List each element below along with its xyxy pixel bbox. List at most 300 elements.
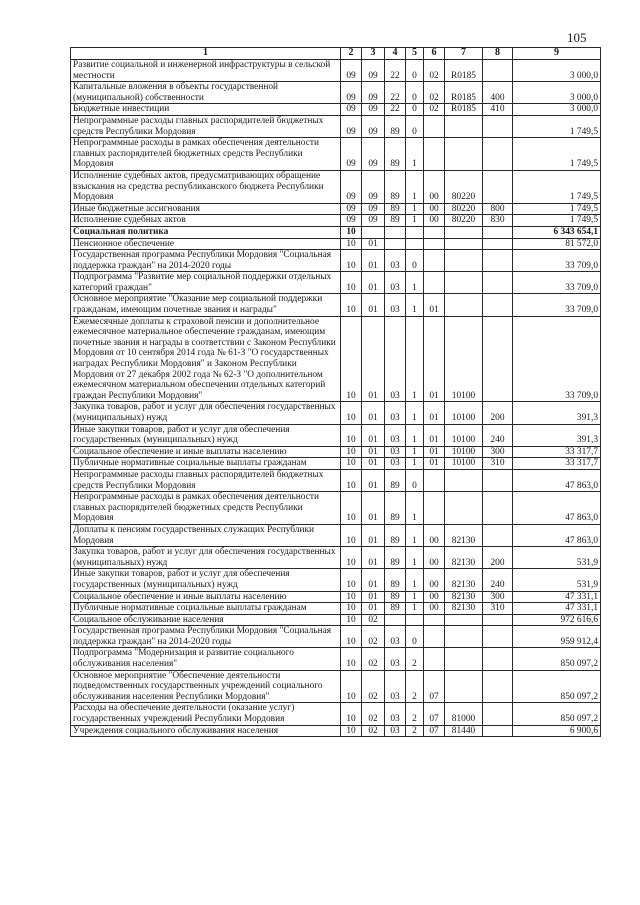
- code-subprogram: 0: [406, 82, 424, 104]
- code-activity: [424, 626, 445, 648]
- code-direction: [445, 294, 483, 316]
- code-section: 10: [341, 725, 362, 737]
- code-section: 10: [341, 424, 362, 446]
- code-program: 03: [385, 294, 406, 316]
- code-expense-type: [483, 60, 513, 82]
- code-direction: [445, 115, 483, 137]
- code-activity: 00: [424, 547, 445, 569]
- code-expense-type: 310: [483, 458, 513, 470]
- row-name: Социальное обеспечение и иные выплаты населению: [71, 591, 341, 603]
- code-expense-type: [483, 226, 513, 238]
- table-row: [71, 402, 601, 424]
- code-direction: [445, 250, 483, 272]
- row-amount: 33 317,7: [513, 446, 601, 458]
- code-subprogram: [406, 238, 424, 250]
- code-direction: [445, 272, 483, 294]
- code-section: 10: [341, 648, 362, 670]
- header-col-5: 5: [406, 48, 424, 60]
- code-direction: 10100: [445, 316, 483, 402]
- code-subprogram: 1: [406, 591, 424, 603]
- code-activity: 01: [424, 446, 445, 458]
- table-row: [71, 458, 601, 470]
- code-program: [385, 614, 406, 626]
- row-name: Непрограммные расходы главных распорядителей бюджетных средств Республики Мордовия: [71, 115, 341, 137]
- code-activity: 00: [424, 591, 445, 603]
- code-subsection: 02: [362, 725, 385, 737]
- code-section: 10: [341, 316, 362, 402]
- row-amount: 972 616,6: [513, 614, 601, 626]
- code-activity: [424, 272, 445, 294]
- code-activity: 01: [424, 316, 445, 402]
- code-expense-type: 200: [483, 547, 513, 569]
- code-expense-type: [483, 703, 513, 725]
- code-subsection: 09: [362, 115, 385, 137]
- row-amount: 850 097,2: [513, 670, 601, 703]
- row-name: Иные закупки товаров, работ и услуг для обеспечения государственных (муниципальных) нужд: [71, 424, 341, 446]
- code-activity: 07: [424, 670, 445, 703]
- code-subsection: 01: [362, 469, 385, 491]
- code-expense-type: 800: [483, 203, 513, 215]
- code-direction: 10100: [445, 458, 483, 470]
- code-expense-type: [483, 725, 513, 737]
- row-amount: 1 749,5: [513, 203, 601, 215]
- code-activity: 01: [424, 294, 445, 316]
- code-activity: 01: [424, 402, 445, 424]
- table-row: [71, 725, 601, 737]
- code-direction: 82130: [445, 603, 483, 615]
- code-section: 09: [341, 60, 362, 82]
- code-expense-type: [483, 272, 513, 294]
- code-section: 10: [341, 458, 362, 470]
- code-direction: [445, 226, 483, 238]
- code-subprogram: 2: [406, 725, 424, 737]
- code-section: 10: [341, 469, 362, 491]
- code-direction: 82130: [445, 524, 483, 546]
- code-subprogram: 1: [406, 294, 424, 316]
- code-direction: 10100: [445, 446, 483, 458]
- code-program: 89: [385, 215, 406, 227]
- code-activity: 00: [424, 215, 445, 227]
- code-program: 22: [385, 104, 406, 116]
- code-expense-type: [483, 316, 513, 402]
- code-direction: 81000: [445, 703, 483, 725]
- table-row: [71, 524, 601, 546]
- code-subsection: 02: [362, 703, 385, 725]
- code-activity: [424, 469, 445, 491]
- code-expense-type: 200: [483, 402, 513, 424]
- row-name: Закупка товаров, работ и услуг для обеспечения государственных (муниципальных) нужд: [71, 547, 341, 569]
- code-activity: [424, 238, 445, 250]
- row-amount: 6 900,6: [513, 725, 601, 737]
- table-row: [71, 626, 601, 648]
- row-name: Основное мероприятие "Обеспечение деятельности подведомственных государственных учреждений социального обслуживания населения Республики Мордовия": [71, 670, 341, 703]
- code-expense-type: [483, 238, 513, 250]
- code-program: 89: [385, 603, 406, 615]
- table-row: [71, 603, 601, 615]
- row-name: Иные бюджетные ассигнования: [71, 203, 341, 215]
- table-body: [71, 60, 601, 737]
- code-subprogram: 1: [406, 547, 424, 569]
- row-name: Публичные нормативные социальные выплаты гражданам: [71, 603, 341, 615]
- table-row: [71, 316, 601, 402]
- code-section: 10: [341, 670, 362, 703]
- code-subprogram: 1: [406, 492, 424, 525]
- code-direction: R0185: [445, 82, 483, 104]
- row-name: Государственная программа Республики Мордовия "Социальная поддержка граждан" на 2014-2020 годы: [71, 250, 341, 272]
- row-name: Социальное обслуживание населения: [71, 614, 341, 626]
- table-row: [71, 203, 601, 215]
- code-subprogram: [406, 226, 424, 238]
- table-row: [71, 569, 601, 591]
- code-direction: [445, 238, 483, 250]
- code-activity: 07: [424, 725, 445, 737]
- row-amount: 6 343 654,1: [513, 226, 601, 238]
- table-row: [71, 170, 601, 203]
- code-expense-type: 400: [483, 82, 513, 104]
- table-row: [71, 670, 601, 703]
- code-program: 03: [385, 316, 406, 402]
- code-section: 09: [341, 203, 362, 215]
- code-subsection: 09: [362, 104, 385, 116]
- code-section: 10: [341, 524, 362, 546]
- table-row: [71, 238, 601, 250]
- row-name: Основное мероприятие "Оказание мер социальной поддержки гражданам, имеющим почетные звания и награды": [71, 294, 341, 316]
- code-subsection: [362, 226, 385, 238]
- code-program: 22: [385, 82, 406, 104]
- code-program: 89: [385, 492, 406, 525]
- code-direction: 80220: [445, 203, 483, 215]
- row-amount: 3 000,0: [513, 104, 601, 116]
- row-amount: 3 000,0: [513, 60, 601, 82]
- code-expense-type: [483, 648, 513, 670]
- code-subsection: 01: [362, 524, 385, 546]
- code-subprogram: 1: [406, 603, 424, 615]
- code-subsection: 01: [362, 446, 385, 458]
- header-col-1: 1: [71, 48, 341, 60]
- header-col-8: 8: [483, 48, 513, 60]
- table-row: [71, 272, 601, 294]
- code-section: 10: [341, 238, 362, 250]
- code-direction: 82130: [445, 591, 483, 603]
- row-amount: 47 863,0: [513, 469, 601, 491]
- code-program: 89: [385, 138, 406, 171]
- row-amount: 47 863,0: [513, 524, 601, 546]
- code-subprogram: 0: [406, 469, 424, 491]
- code-activity: [424, 138, 445, 171]
- code-activity: 07: [424, 703, 445, 725]
- code-subsection: 01: [362, 238, 385, 250]
- code-expense-type: 240: [483, 424, 513, 446]
- code-subsection: 09: [362, 60, 385, 82]
- code-direction: 10100: [445, 402, 483, 424]
- row-amount: 850 097,2: [513, 703, 601, 725]
- code-subsection: 09: [362, 203, 385, 215]
- row-amount: 1 749,5: [513, 138, 601, 171]
- header-col-3: 3: [362, 48, 385, 60]
- code-direction: [445, 492, 483, 525]
- code-section: 09: [341, 138, 362, 171]
- code-program: 89: [385, 115, 406, 137]
- table-row: [71, 547, 601, 569]
- code-program: 03: [385, 703, 406, 725]
- code-subprogram: 1: [406, 316, 424, 402]
- code-expense-type: 300: [483, 591, 513, 603]
- code-subsection: 09: [362, 215, 385, 227]
- table-row: [71, 250, 601, 272]
- code-expense-type: [483, 115, 513, 137]
- code-section: 10: [341, 569, 362, 591]
- code-subprogram: 1: [406, 402, 424, 424]
- table-row: [71, 424, 601, 446]
- code-activity: 02: [424, 104, 445, 116]
- row-name: Подпрограмма "Развитие мер социальной поддержки отдельных категорий граждан": [71, 272, 341, 294]
- row-amount: 391,3: [513, 402, 601, 424]
- code-activity: 01: [424, 424, 445, 446]
- code-section: 10: [341, 547, 362, 569]
- code-section: 10: [341, 614, 362, 626]
- code-expense-type: [483, 138, 513, 171]
- code-program: 89: [385, 203, 406, 215]
- code-subsection: 01: [362, 402, 385, 424]
- code-subsection: 09: [362, 82, 385, 104]
- row-name: Непрограммные расходы в рамках обеспечения деятельности главных распорядителей бюджетных средств Республики Мордовия: [71, 138, 341, 171]
- table-header-row: [71, 48, 601, 60]
- code-program: 22: [385, 60, 406, 82]
- code-direction: R0185: [445, 104, 483, 116]
- row-name: Исполнение судебных актов: [71, 215, 341, 227]
- code-activity: 02: [424, 60, 445, 82]
- code-subsection: 01: [362, 569, 385, 591]
- code-direction: [445, 648, 483, 670]
- row-name: Непрограммные расходы главных распорядителей бюджетных средств Республики Мордовия: [71, 469, 341, 491]
- row-name: Государственная программа Республики Мордовия "Социальная поддержка граждан" на 2014-2020 годы: [71, 626, 341, 648]
- code-program: 03: [385, 725, 406, 737]
- code-program: 03: [385, 272, 406, 294]
- code-activity: [424, 115, 445, 137]
- row-name: Капитальные вложения в объекты государственной (муниципальной) собственности: [71, 82, 341, 104]
- code-subprogram: 2: [406, 703, 424, 725]
- code-program: 03: [385, 648, 406, 670]
- table-row: [71, 215, 601, 227]
- code-subprogram: 1: [406, 215, 424, 227]
- code-expense-type: 410: [483, 104, 513, 116]
- code-expense-type: [483, 170, 513, 203]
- row-name: Подпрограмма "Модернизация и развитие социального обслуживания населения": [71, 648, 341, 670]
- row-name: Закупка товаров, работ и услуг для обеспечения государственных (муниципальных) нужд: [71, 402, 341, 424]
- code-direction: 80220: [445, 215, 483, 227]
- code-direction: [445, 138, 483, 171]
- page-number: 105: [567, 30, 587, 45]
- code-section: 10: [341, 294, 362, 316]
- code-subsection: 01: [362, 424, 385, 446]
- code-subprogram: 0: [406, 104, 424, 116]
- code-program: 89: [385, 547, 406, 569]
- row-name: Непрограммные расходы в рамках обеспечения деятельности главных распорядителей бюджетных средств Республики Мордовия: [71, 492, 341, 525]
- code-section: 10: [341, 402, 362, 424]
- table-row: [71, 591, 601, 603]
- row-name: Ежемесячные доплаты к страховой пенсии и дополнительное ежемесячное материальное обеспечение гражданам, имеющим почетные звания и награды в соответствии с Законом Республики Мордовия от 10 сентября 2014 года № 61-З "О государственных наградах Республики Мордовия" и Законом Республики Мордовия от 27 декабря 2002 года № 62-З "О дополнительном ежемесячном материальном обеспечении отдельных категорий граждан Республики Мордовия": [71, 316, 341, 402]
- row-name: Доплаты к пенсиям государственных служащих Республики Мордовия: [71, 524, 341, 546]
- table-row: [71, 115, 601, 137]
- code-subsection: 01: [362, 591, 385, 603]
- table-row: [71, 446, 601, 458]
- code-section: 10: [341, 703, 362, 725]
- header-col-7: 7: [445, 48, 483, 60]
- row-amount: 850 097,2: [513, 648, 601, 670]
- code-subprogram: 0: [406, 60, 424, 82]
- code-section: 10: [341, 591, 362, 603]
- code-subsection: 09: [362, 170, 385, 203]
- code-direction: 82130: [445, 547, 483, 569]
- code-subprogram: 0: [406, 115, 424, 137]
- row-amount: 33 709,0: [513, 294, 601, 316]
- code-expense-type: [483, 492, 513, 525]
- code-subprogram: 1: [406, 272, 424, 294]
- code-section: 09: [341, 215, 362, 227]
- code-direction: 81440: [445, 725, 483, 737]
- row-name: Учреждения социального обслуживания населения: [71, 725, 341, 737]
- header-col-6: 6: [424, 48, 445, 60]
- row-name: Публичные нормативные социальные выплаты гражданам: [71, 458, 341, 470]
- code-program: 03: [385, 402, 406, 424]
- code-program: [385, 226, 406, 238]
- header-col-4: 4: [385, 48, 406, 60]
- code-subsection: 02: [362, 648, 385, 670]
- code-section: 09: [341, 170, 362, 203]
- code-expense-type: 310: [483, 603, 513, 615]
- row-name: Расходы на обеспечение деятельности (оказание услуг) государственных учреждений Республики Мордовия: [71, 703, 341, 725]
- code-expense-type: [483, 670, 513, 703]
- code-subprogram: 1: [406, 138, 424, 171]
- row-amount: 1 749,5: [513, 170, 601, 203]
- code-expense-type: [483, 250, 513, 272]
- code-direction: 10100: [445, 424, 483, 446]
- code-expense-type: [483, 524, 513, 546]
- code-section: 10: [341, 446, 362, 458]
- code-activity: 00: [424, 170, 445, 203]
- code-expense-type: 830: [483, 215, 513, 227]
- code-subsection: 01: [362, 272, 385, 294]
- row-amount: 81 572,0: [513, 238, 601, 250]
- code-expense-type: 300: [483, 446, 513, 458]
- row-name: Бюджетные инвестиции: [71, 104, 341, 116]
- table-row: [71, 60, 601, 82]
- code-program: [385, 238, 406, 250]
- code-subsection: 01: [362, 250, 385, 272]
- row-name: Исполнение судебных актов, предусматривающих обращение взыскания на средства республиканского бюджета Республики Мордовия: [71, 170, 341, 203]
- table-row: [71, 138, 601, 171]
- code-expense-type: 240: [483, 569, 513, 591]
- code-subprogram: 2: [406, 670, 424, 703]
- code-direction: 82130: [445, 569, 483, 591]
- row-amount: 33 709,0: [513, 272, 601, 294]
- code-direction: [445, 614, 483, 626]
- code-subsection: 02: [362, 626, 385, 648]
- code-subsection: 01: [362, 603, 385, 615]
- table-row: [71, 469, 601, 491]
- code-direction: [445, 670, 483, 703]
- row-name: Социальная политика: [71, 226, 341, 238]
- code-activity: 01: [424, 458, 445, 470]
- code-subprogram: 1: [406, 524, 424, 546]
- code-section: 10: [341, 492, 362, 525]
- row-amount: 959 912,4: [513, 626, 601, 648]
- code-subsection: 01: [362, 294, 385, 316]
- code-subprogram: 1: [406, 446, 424, 458]
- code-subprogram: 1: [406, 170, 424, 203]
- code-direction: R0185: [445, 60, 483, 82]
- code-subprogram: 1: [406, 424, 424, 446]
- table-row: [71, 648, 601, 670]
- code-section: 09: [341, 115, 362, 137]
- code-subprogram: 1: [406, 203, 424, 215]
- code-section: 09: [341, 82, 362, 104]
- row-amount: 33 709,0: [513, 250, 601, 272]
- code-subprogram: 2: [406, 648, 424, 670]
- code-subsection: 09: [362, 138, 385, 171]
- row-amount: 47 331,1: [513, 603, 601, 615]
- code-program: 03: [385, 446, 406, 458]
- code-section: 10: [341, 603, 362, 615]
- code-program: 03: [385, 424, 406, 446]
- row-amount: 33 317,7: [513, 458, 601, 470]
- code-subsection: 01: [362, 458, 385, 470]
- row-amount: 1 749,5: [513, 115, 601, 137]
- code-program: 89: [385, 170, 406, 203]
- code-subprogram: [406, 614, 424, 626]
- row-name: Социальное обеспечение и иные выплаты населению: [71, 446, 341, 458]
- code-expense-type: [483, 469, 513, 491]
- table-row: [71, 82, 601, 104]
- code-expense-type: [483, 614, 513, 626]
- code-program: 03: [385, 458, 406, 470]
- code-subsection: 01: [362, 316, 385, 402]
- code-subsection: 01: [362, 492, 385, 525]
- code-program: 89: [385, 524, 406, 546]
- header-col-2: 2: [341, 48, 362, 60]
- code-program: 03: [385, 626, 406, 648]
- code-activity: [424, 250, 445, 272]
- code-subsection: 01: [362, 547, 385, 569]
- row-amount: 531,9: [513, 547, 601, 569]
- row-amount: 3 000,0: [513, 82, 601, 104]
- code-program: 03: [385, 250, 406, 272]
- code-section: 10: [341, 226, 362, 238]
- table-row: [71, 614, 601, 626]
- code-program: 89: [385, 591, 406, 603]
- code-direction: [445, 469, 483, 491]
- code-subprogram: 1: [406, 458, 424, 470]
- code-activity: [424, 492, 445, 525]
- code-direction: [445, 626, 483, 648]
- code-expense-type: [483, 294, 513, 316]
- row-amount: 47 331,1: [513, 591, 601, 603]
- code-activity: [424, 614, 445, 626]
- code-direction: 80220: [445, 170, 483, 203]
- row-amount: 47 863,0: [513, 492, 601, 525]
- code-activity: [424, 648, 445, 670]
- code-activity: 00: [424, 569, 445, 591]
- code-section: 10: [341, 626, 362, 648]
- row-name: Иные закупки товаров, работ и услуг для обеспечения государственных (муниципальных) нужд: [71, 569, 341, 591]
- code-section: 09: [341, 104, 362, 116]
- budget-table: [70, 47, 601, 737]
- table-row: [71, 104, 601, 116]
- code-program: 89: [385, 569, 406, 591]
- code-activity: 00: [424, 203, 445, 215]
- code-program: 89: [385, 469, 406, 491]
- code-subsection: 02: [362, 614, 385, 626]
